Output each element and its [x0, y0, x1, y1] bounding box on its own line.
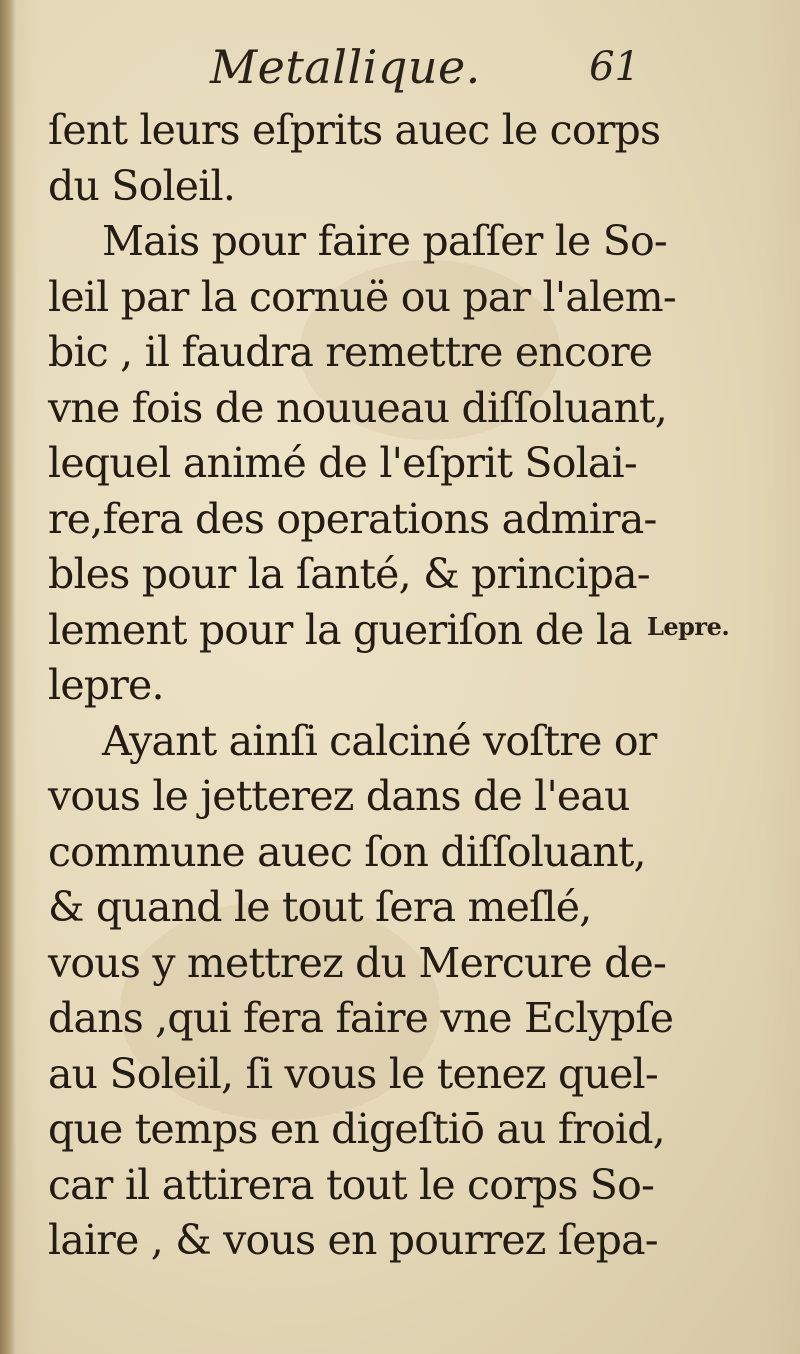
text-line: lement pour la gueriſon de la [48, 605, 632, 654]
text-line: laire , & vous en pourrez ſepa- [48, 1216, 658, 1264]
text-line: bic , il faudra remettre encore [48, 328, 653, 376]
page-gutter [0, 0, 16, 1354]
text-line: au Soleil, ſi vous le tenez quel- [48, 1049, 658, 1098]
text-line: lepre. [48, 661, 164, 709]
text-line: re,fera des operations admira- [48, 494, 657, 543]
page-header [190, 40, 640, 100]
text-line: vne fois de nouueau diſſoluant, [48, 383, 667, 432]
text-line: du Soleil. [48, 161, 236, 210]
text-line: commune auec ſon diſſoluant, [48, 827, 646, 876]
text-line: Ayant ainſi calciné voſtre or [102, 716, 657, 765]
text-line: vous le jetterez dans de l'eau [48, 772, 630, 820]
text-line: leil par la cornuë ou par l'alem- [48, 272, 676, 321]
margin-note: Lepre. [647, 612, 730, 641]
text-line: car il attirera tout le corps So- [48, 1160, 655, 1209]
text-line: Mais pour faire paſſer le So- [102, 217, 667, 265]
text-line: ſent leurs eſprits auec le corps [48, 106, 661, 154]
body-text [48, 103, 676, 1269]
text-line: & quand le tout ſera meſlé, [48, 883, 592, 931]
text-line: bles pour la ſanté, & principa- [48, 550, 650, 598]
text-line: lequel animé de l'eſprit Solai- [48, 439, 637, 487]
page-number: 61 [589, 44, 640, 90]
text-line: que temps en digeſtiō au froid, [48, 1105, 665, 1153]
text-line: vous y mettrez du Mercure de- [48, 938, 667, 987]
running-head: Metallique. [210, 40, 481, 94]
text-line: dans ,qui fera faire vne Eclypſe [48, 994, 674, 1042]
